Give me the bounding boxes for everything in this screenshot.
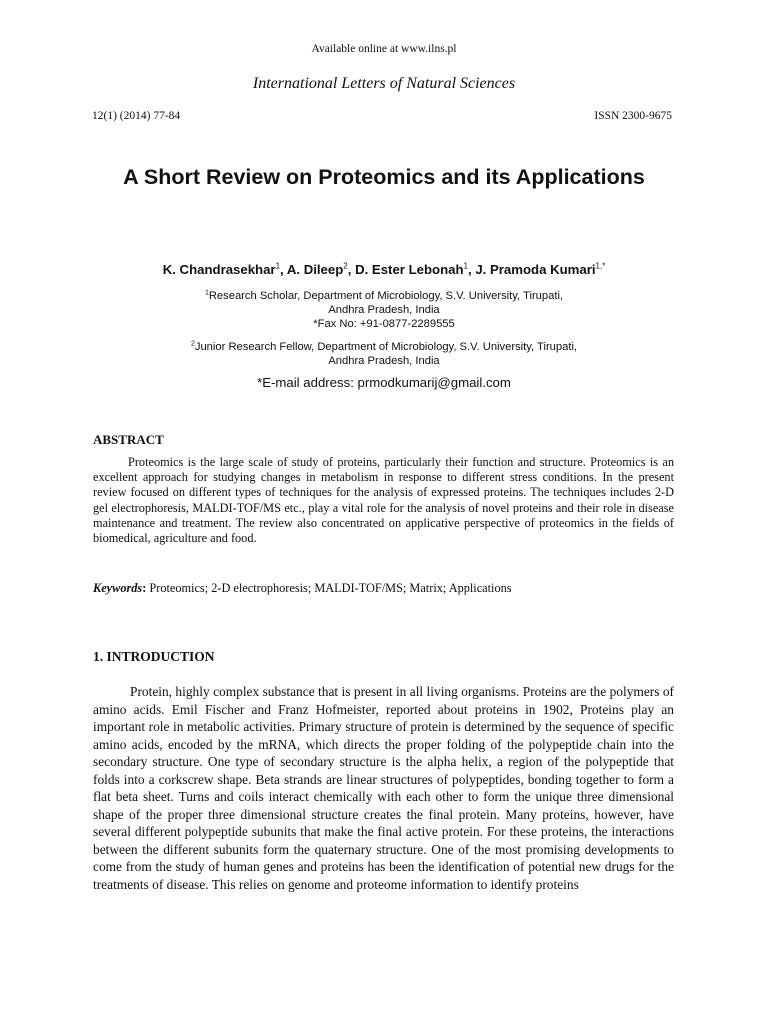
- affiliation-line: Andhra Pradesh, India: [328, 355, 440, 367]
- author-separator: ,: [467, 262, 476, 277]
- author-list: [0, 262, 768, 277]
- affiliation-mark: 1: [204, 289, 209, 297]
- author-name: A. Dileep: [286, 262, 344, 277]
- author-affiliation-mark: 1: [463, 261, 468, 271]
- keywords-line: [93, 581, 674, 596]
- author-name: D. Ester Lebonah: [355, 262, 464, 277]
- author-name: K. Chandrasekhar: [162, 262, 276, 277]
- introduction-paragraph: Protein, highly complex substance that is present in all living organisms. Proteins are the polymers of amino acids. Emil Fischer and Franz Hofmeister, reported about proteins in 1902, Proteins play an important role in metabolic activities. Primary structure of protein is determined by the sequence of specific amino acids, encoded by the mRNA, which directs the proper folding of the polypeptide chain into the secondary structure. One type of secondary structure is the alpha helix, a region of the polypeptide that folds into a corkscrew shape. Beta strands are linear structures of polypeptides, bonding together to form a flat beta sheet. Turns and coils interact chemically with each other to form the unique three dimensional shape of the proper three dimensional structure creates the final protein. Many proteins, however, have several different polypeptide subunits that make the final active protein. For these proteins, the interactions between the different subunits form the quaternary structure. One of the most promising developments to come from the study of human genes and proteins has been the identification of potential new drugs for the treatments of disease. This relies on genome and proteome information to identify proteins: [93, 684, 674, 892]
- introduction-text: [93, 683, 674, 893]
- author-affiliation-mark: 2: [343, 261, 348, 271]
- affiliation-line: Andhra Pradesh, India: [328, 304, 440, 316]
- author-separator: ,: [280, 262, 287, 277]
- author-affiliation-mark: 1: [275, 261, 281, 271]
- affiliation-line: Research Scholar, Department of Microbiology, S.V. University, Tirupati,: [208, 290, 564, 302]
- keywords-text: Proteomics; 2-D electrophoresis; MALDI-TOF/MS; Matrix; Applications: [146, 581, 512, 595]
- keywords-label: Keywords: [93, 581, 143, 595]
- fax-number: *Fax No: +91-0877-2289555: [313, 318, 455, 330]
- abstract-text: [93, 455, 674, 546]
- author-affiliation-mark: 1,*: [595, 261, 606, 271]
- issn: ISSN 2300-9675: [594, 110, 672, 122]
- abstract-heading: ABSTRACT: [93, 432, 164, 447]
- introduction-heading: 1. INTRODUCTION: [93, 649, 215, 664]
- paper-title: A Short Review on Proteomics and its Applications: [123, 165, 645, 189]
- volume-info: 12(1) (2014) 77-84: [92, 110, 181, 122]
- author-separator: ,: [347, 262, 356, 277]
- author-name: J. Pramoda Kumari: [475, 262, 596, 277]
- availability-line: Available online at www.ilns.pl: [311, 43, 457, 55]
- keywords-colon: :: [142, 581, 147, 595]
- affiliation-1: [0, 289, 768, 331]
- affiliation-line: Junior Research Fellow, Department of Microbiology, S.V. University, Tirupati,: [194, 341, 578, 353]
- journal-name: International Letters of Natural Sciences: [252, 75, 516, 92]
- affiliation-mark: 2: [190, 340, 195, 348]
- affiliation-2: [0, 340, 768, 368]
- corresponding-email: *E-mail address: prmodkumarij@gmail.com: [257, 375, 511, 390]
- abstract-paragraph: Proteomics is the large scale of study of proteins, particularly their function and structure. Proteomics is an excellent approach for studying changes in metabolism in response to different stress conditions. In the present review focused on different types of techniques for the analysis of expressed proteins. The techniques includes 2-D gel electrophoresis, MALDI-TOF/MS etc., play a vital role for the analysis of novel proteins and their role in disease maintenance and treatment. The review also concentrated on applicative perspective of proteomics in the fields of biomedical, agriculture and food.: [93, 455, 674, 546]
